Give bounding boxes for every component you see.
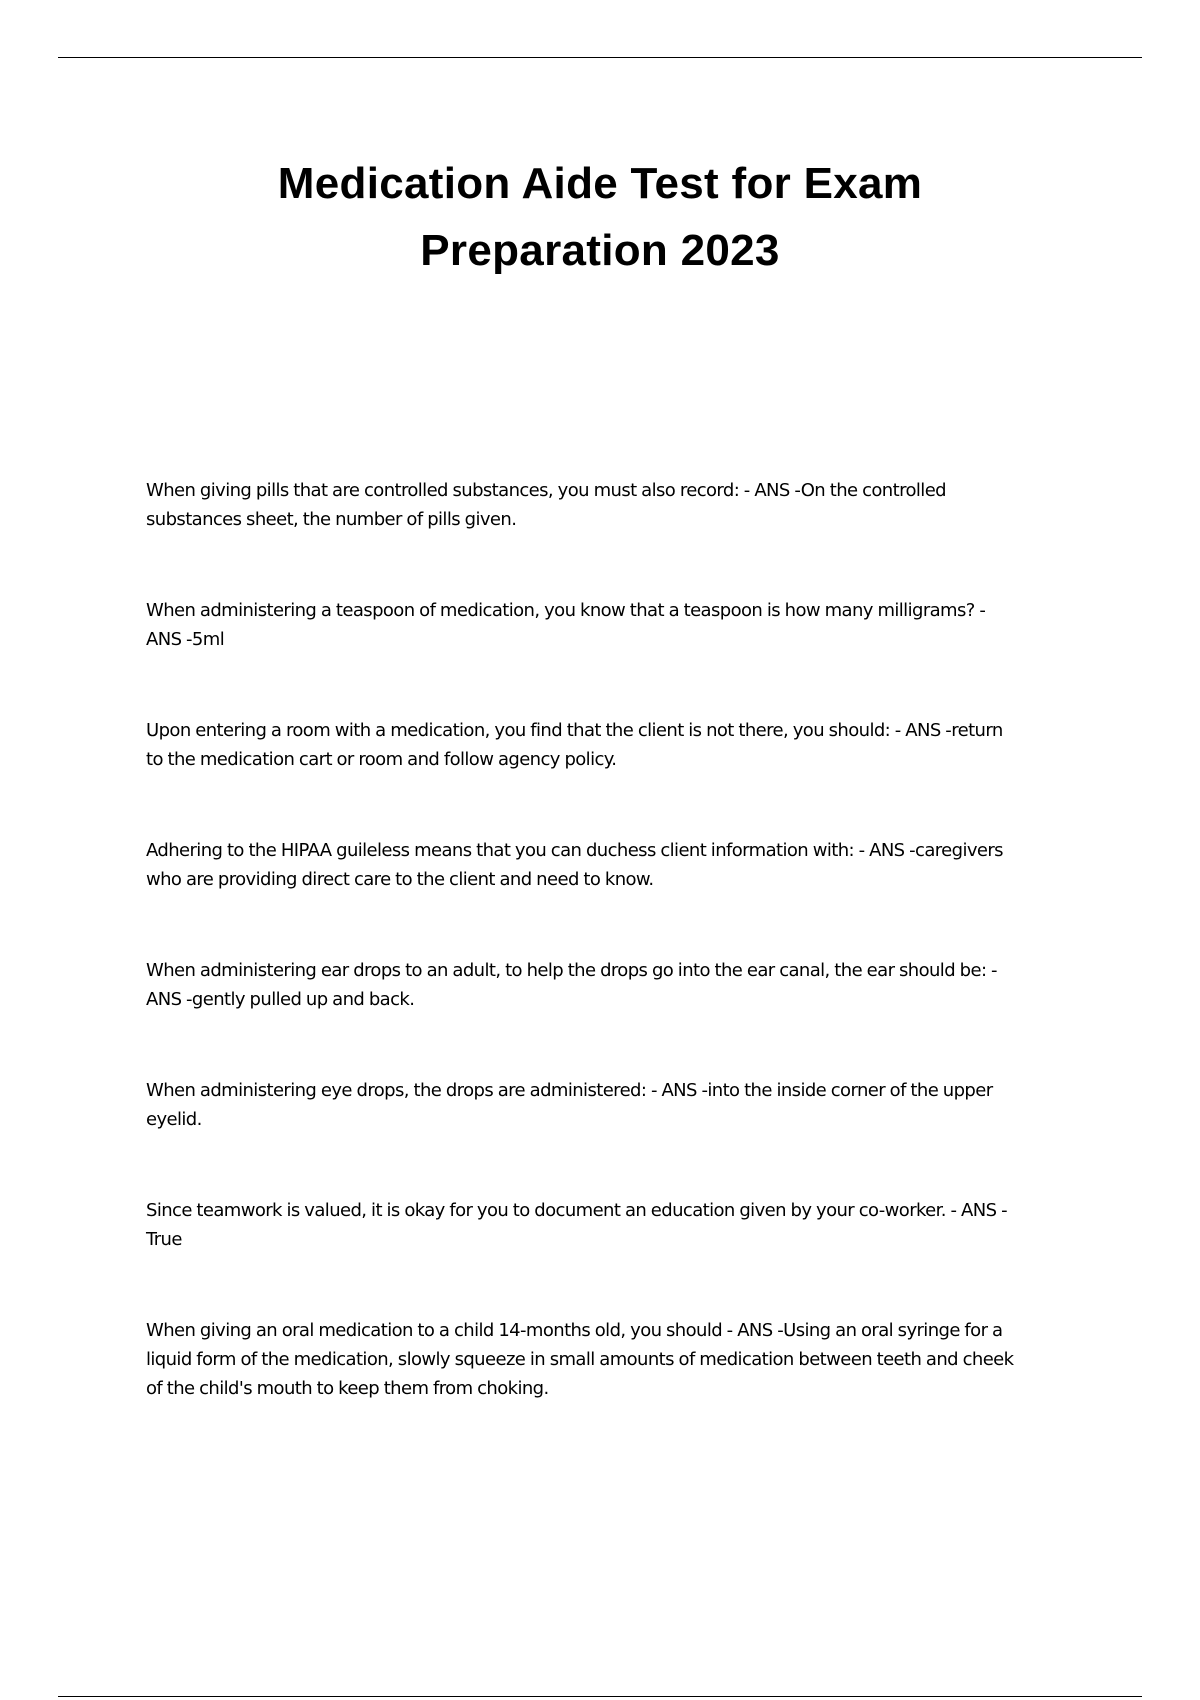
qa-item [146,716,1086,774]
qa-text-line: of the child's mouth to keep them from choking. [146,1378,549,1399]
qa-text-line: When giving an oral medication to a child 14-months old, you should - ANS -Using an oral syringe for a [146,1320,1003,1341]
qa-item [146,596,1086,654]
qa-text-line: When administering eye drops, the drops are administered: - ANS -into the inside corner of the upper [146,1080,993,1101]
qa-item [146,836,1086,894]
qa-text-line: When administering a teaspoon of medication, you know that a teaspoon is how many milligrams? - [146,600,986,621]
qa-text-line: When administering ear drops to an adult, to help the drops go into the ear canal, the ear should be: - [146,960,997,981]
qa-text-line: liquid form of the medication, slowly squeeze in small amounts of medication between teeth and cheek [146,1349,1014,1370]
qa-item [146,1076,1086,1134]
qa-text-line: to the medication cart or room and follow agency policy. [146,749,617,770]
title-line: Preparation 2023 [420,226,780,275]
qa-text-line: Adhering to the HIPAA guileless means that you can duchess client information with: - ANS -caregivers [146,840,1003,861]
qa-text-line: eyelid. [146,1109,202,1130]
qa-item [146,956,1086,1014]
qa-text-line: Upon entering a room with a medication, you find that the client is not there, you should: - ANS -return [146,720,1003,741]
qa-text-line: substances sheet, the number of pills given. [146,509,517,530]
qa-text-line: True [146,1229,182,1250]
qa-text-line: ANS -gently pulled up and back. [146,989,415,1010]
qa-list [146,476,1086,1465]
qa-text-line: who are providing direct care to the client and need to know. [146,869,654,890]
qa-item [146,1196,1086,1254]
qa-item [146,1316,1086,1403]
qa-text-line: When giving pills that are controlled substances, you must also record: - ANS -On the controlled [146,480,946,501]
qa-text-line: ANS -5ml [146,629,225,650]
top-rule [58,57,1142,58]
title-line: Medication Aide Test for Exam [277,159,923,208]
page-title [0,150,1200,284]
qa-text-line: Since teamwork is valued, it is okay for you to document an education given by your co-worker. - ANS - [146,1200,1007,1221]
bottom-rule [58,1696,1142,1697]
qa-item [146,476,1086,534]
